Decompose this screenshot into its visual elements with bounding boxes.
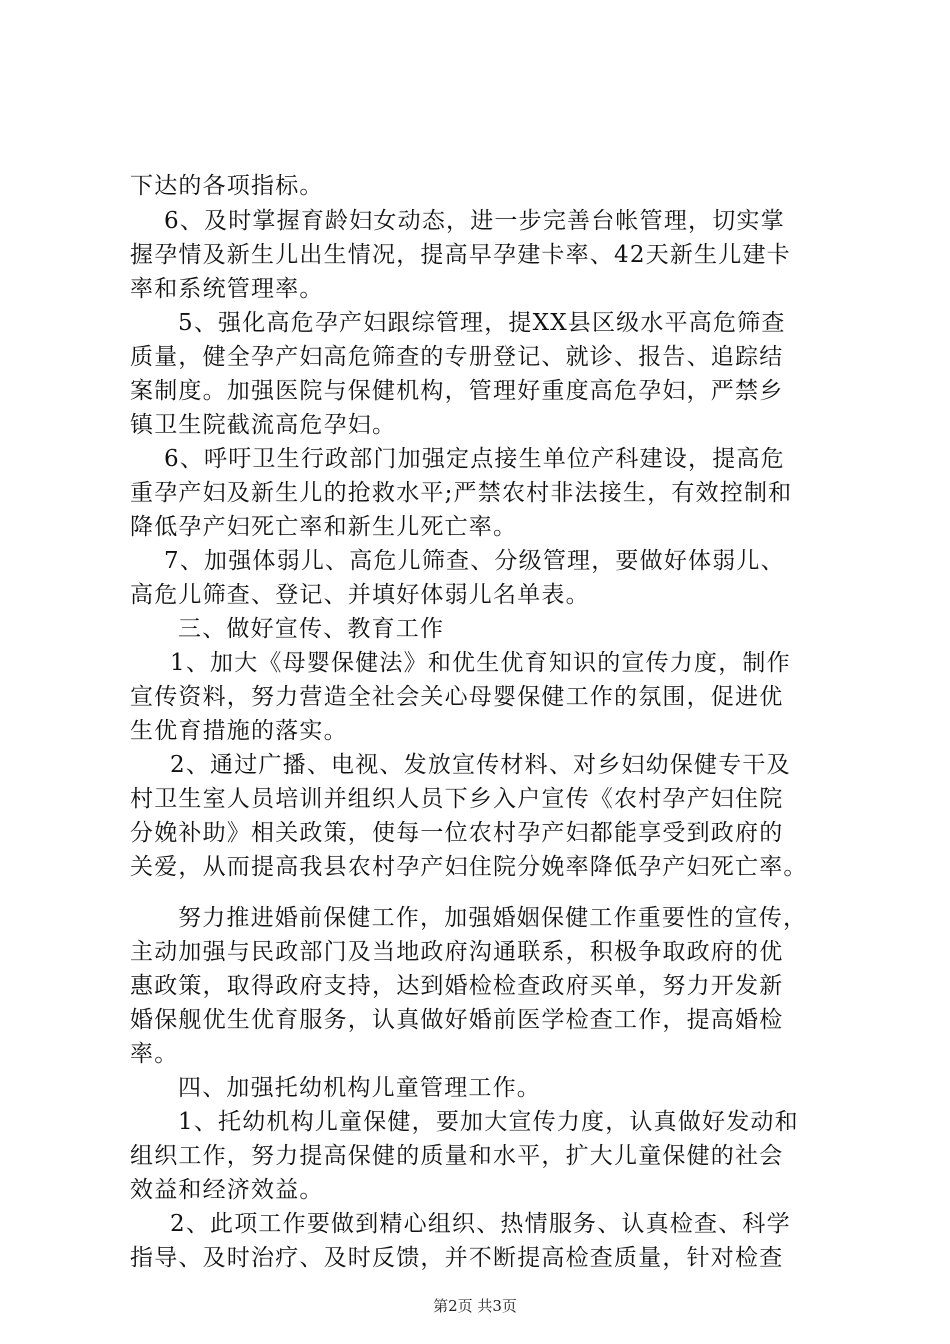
text-line: 高危儿筛查、登记、并填好体弱儿名单表。 <box>130 582 590 608</box>
text-line: 村卫生室人员培训并组织人员下乡入户宣传《农村孕产妇住院 <box>130 786 784 812</box>
text-line: 案制度。加强医院与保健机构，管理好重度高危孕妇，严禁乡 <box>130 378 784 404</box>
text-line: 1、加大《母婴保健法》和优生优育知识的宣传力度，制作 <box>170 650 791 676</box>
text-line: 婚保舰优生优育服务，认真做好婚前医学检查工作，提高婚检 <box>130 1007 784 1033</box>
text-line: 2、此项工作要做到精心组织、热情服务、认真检查、科学 <box>170 1211 791 1237</box>
page-number-footer: 第2页 共3页 <box>433 1297 517 1315</box>
text-line: 2、通过广播、电视、发放宣传材料、对乡妇幼保健专干及 <box>170 752 791 778</box>
text-line: 5、强化高危孕产妇跟综管理，提XX县区级水平高危筛查 <box>178 310 786 336</box>
text-line: 降低孕产妇死亡率和新生儿死亡率。 <box>130 514 518 540</box>
text-line: 生优育措施的落实。 <box>130 718 348 744</box>
text-line: 6、及时掌握育龄妇女动态，进一步完善台帐管理，切实掌 <box>164 208 785 234</box>
text-line: 指导、及时治疗、及时反馈，并不断提高检查质量，针对检查 <box>130 1245 784 1271</box>
text-line: 镇卫生院截流高危孕妇。 <box>130 412 397 438</box>
text-line: 分娩补助》相关政策，使每一位农村孕产妇都能享受到政府的 <box>130 820 784 846</box>
text-line: 7、加强体弱儿、高危儿筛查、分级管理，要做好体弱儿、 <box>164 548 785 574</box>
text-line: 组织工作，努力提高保健的质量和水平，扩大儿童保健的社会 <box>130 1143 784 1169</box>
text-line: 关爱，从而提高我县农村孕产妇住院分娩率降低孕产妇死亡率。 <box>130 854 808 880</box>
text-line: 6、呼吁卫生行政部门加强定点接生单位产科建设，提高危 <box>164 446 785 472</box>
text-line: 质量，健全孕产妇高危筛查的专册登记、就诊、报告、追踪结 <box>130 344 784 370</box>
text-line: 率和系统管理率。 <box>130 276 324 302</box>
section-heading: 四、加强托幼机构儿童管理工作。 <box>178 1075 541 1101</box>
text-line: 下达的各项指标。 <box>130 173 324 199</box>
text-line: 努力推进婚前保健工作，加强婚姻保健工作重要性的宣传， <box>178 905 808 931</box>
text-line: 效益和经济效益。 <box>130 1177 324 1203</box>
text-line: 率。 <box>130 1041 179 1067</box>
text-line: 1、托幼机构儿童保健，要加大宣传力度，认真做好发动和 <box>178 1109 799 1135</box>
text-line: 主动加强与民政部门及当地政府沟通联系，积极争取政府的优 <box>130 939 784 965</box>
text-line: 惠政策，取得政府支持，达到婚检检查政府买单，努力开发新 <box>130 973 784 999</box>
section-heading: 三、做好宣传、教育工作 <box>178 616 445 642</box>
text-line: 重孕产妇及新生儿的抢救水平;严禁农村非法接生，有效控制和 <box>130 480 793 506</box>
text-line: 宣传资料，努力营造全社会关心母婴保健工作的氛围，促进优 <box>130 684 784 710</box>
text-line: 握孕情及新生儿出生情况，提高早孕建卡率、42天新生儿建卡 <box>130 242 791 268</box>
